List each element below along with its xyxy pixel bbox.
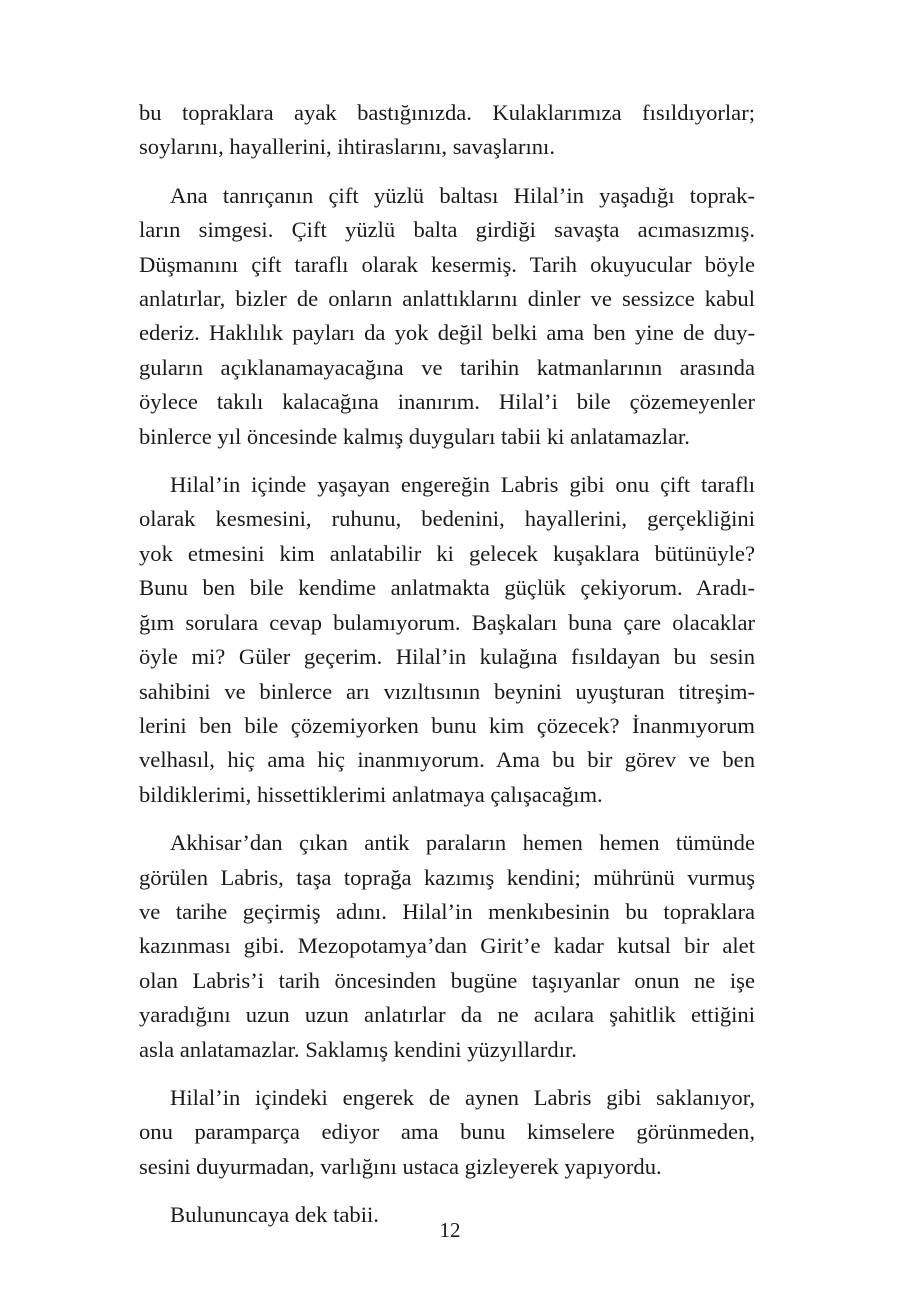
text-line: yok etmesini kim anlatabilir ki gelecek kuşaklara bütünüyle? — [139, 540, 755, 566]
paragraph — [139, 826, 755, 1067]
text-line: velhasıl, hiç ama hiç inanmıyorum. Ama bu bir görev ve ben — [139, 747, 755, 773]
paragraph — [139, 1081, 755, 1184]
text-line: olan Labris’i tarih öncesinden bugüne taşıyanlar onun ne işe — [139, 967, 755, 993]
text-line: ve tarihe geçirmiş adını. Hilal’in menkıbesinin bu topraklara — [139, 898, 755, 924]
text-line: kazınması gibi. Mezopotamya’dan Girit’e kadar kutsal bir alet — [139, 933, 755, 959]
paragraph — [139, 96, 755, 165]
text-line: öyle mi? Güler geçerim. Hilal’in kulağına fısıldayan bu sesin — [139, 644, 755, 670]
text-line: Bulununcaya dek tabii. — [170, 1202, 379, 1228]
paragraph — [139, 468, 755, 812]
text-line: bildiklerimi, hissettiklerimi anlatmaya çalışacağım. — [139, 781, 603, 807]
text-line: lerini ben bile çözemiyorken bunu kim çözecek? İnanmıyorum — [139, 712, 755, 738]
text-line: asla anlatamazlar. Saklamış kendini yüzyıllardır. — [139, 1036, 577, 1062]
paragraph-gap — [139, 165, 755, 179]
text-line: bu topraklara ayak bastığınızda. Kulaklarımıza fısıldıyorlar; — [139, 100, 755, 125]
text-line: Ana tanrıçanın çift yüzlü baltası Hilal’in yaşadığı toprak- — [170, 182, 755, 208]
paragraph-gap — [139, 1067, 755, 1081]
paragraph-gap — [139, 812, 755, 826]
text-line: onu paramparça ediyor ama bunu kimselere görünmeden, — [139, 1119, 755, 1145]
text-line: ğım sorulara cevap bulamıyorum. Başkaları buna çare olacaklar — [139, 609, 755, 635]
text-line: sesini duyurmadan, varlığını ustaca gizleyerek yapıyordu. — [139, 1153, 662, 1179]
text-line: anlatırlar, bizler de onların anlattıklarını dinler ve sessizce kabul — [139, 286, 755, 312]
text-line: olarak kesmesini, ruhunu, bedenini, hayallerini, gerçekliğini — [139, 506, 755, 532]
body-text — [139, 96, 755, 1233]
text-line: ların simgesi. Çift yüzlü balta girdiği savaşta acımasızmış. — [139, 217, 755, 243]
paragraph-gap — [139, 1184, 755, 1198]
text-line: ederiz. Haklılık payları da yok değil belki ama ben yine de duy- — [139, 320, 755, 346]
paragraph — [139, 179, 755, 454]
text-line: sahibini ve binlerce arı vızıltısının beynini uyuşturan titreşim- — [139, 678, 755, 704]
text-line: yaradığını uzun uzun anlatırlar da ne acılara şahitlik ettiğini — [139, 1002, 755, 1028]
text-line: soylarını, hayallerini, ihtiraslarını, savaşlarını. — [139, 134, 555, 160]
text-line: görülen Labris, taşa toprağa kazımış kendini; mührünü vurmuş — [139, 864, 755, 890]
text-line: Akhisar’dan çıkan antik paraların hemen hemen tümünde — [170, 830, 755, 856]
text-line: öylece takılı kalacağına inanırım. Hilal’i bile çözemeyenler — [139, 389, 755, 415]
text-line: Bunu ben bile kendime anlatmakta güçlük çekiyorum. Aradı- — [139, 575, 755, 601]
text-line: Düşmanını çift taraflı olarak kesermiş. Tarih okuyucular böyle — [139, 251, 755, 277]
text-line: Hilal’in içinde yaşayan engereğin Labris gibi onu çift taraflı — [170, 472, 755, 498]
page-number: 12 — [439, 1218, 461, 1242]
paragraph-gap — [139, 454, 755, 468]
text-line: Hilal’in içindeki engerek de aynen Labris gibi saklanıyor, — [170, 1084, 755, 1110]
text-line: binlerce yıl öncesinde kalmış duyguları tabii ki anlatamazlar. — [139, 423, 690, 449]
text-line: guların açıklanamayacağına ve tarihin katmanlarının arasında — [139, 354, 755, 380]
